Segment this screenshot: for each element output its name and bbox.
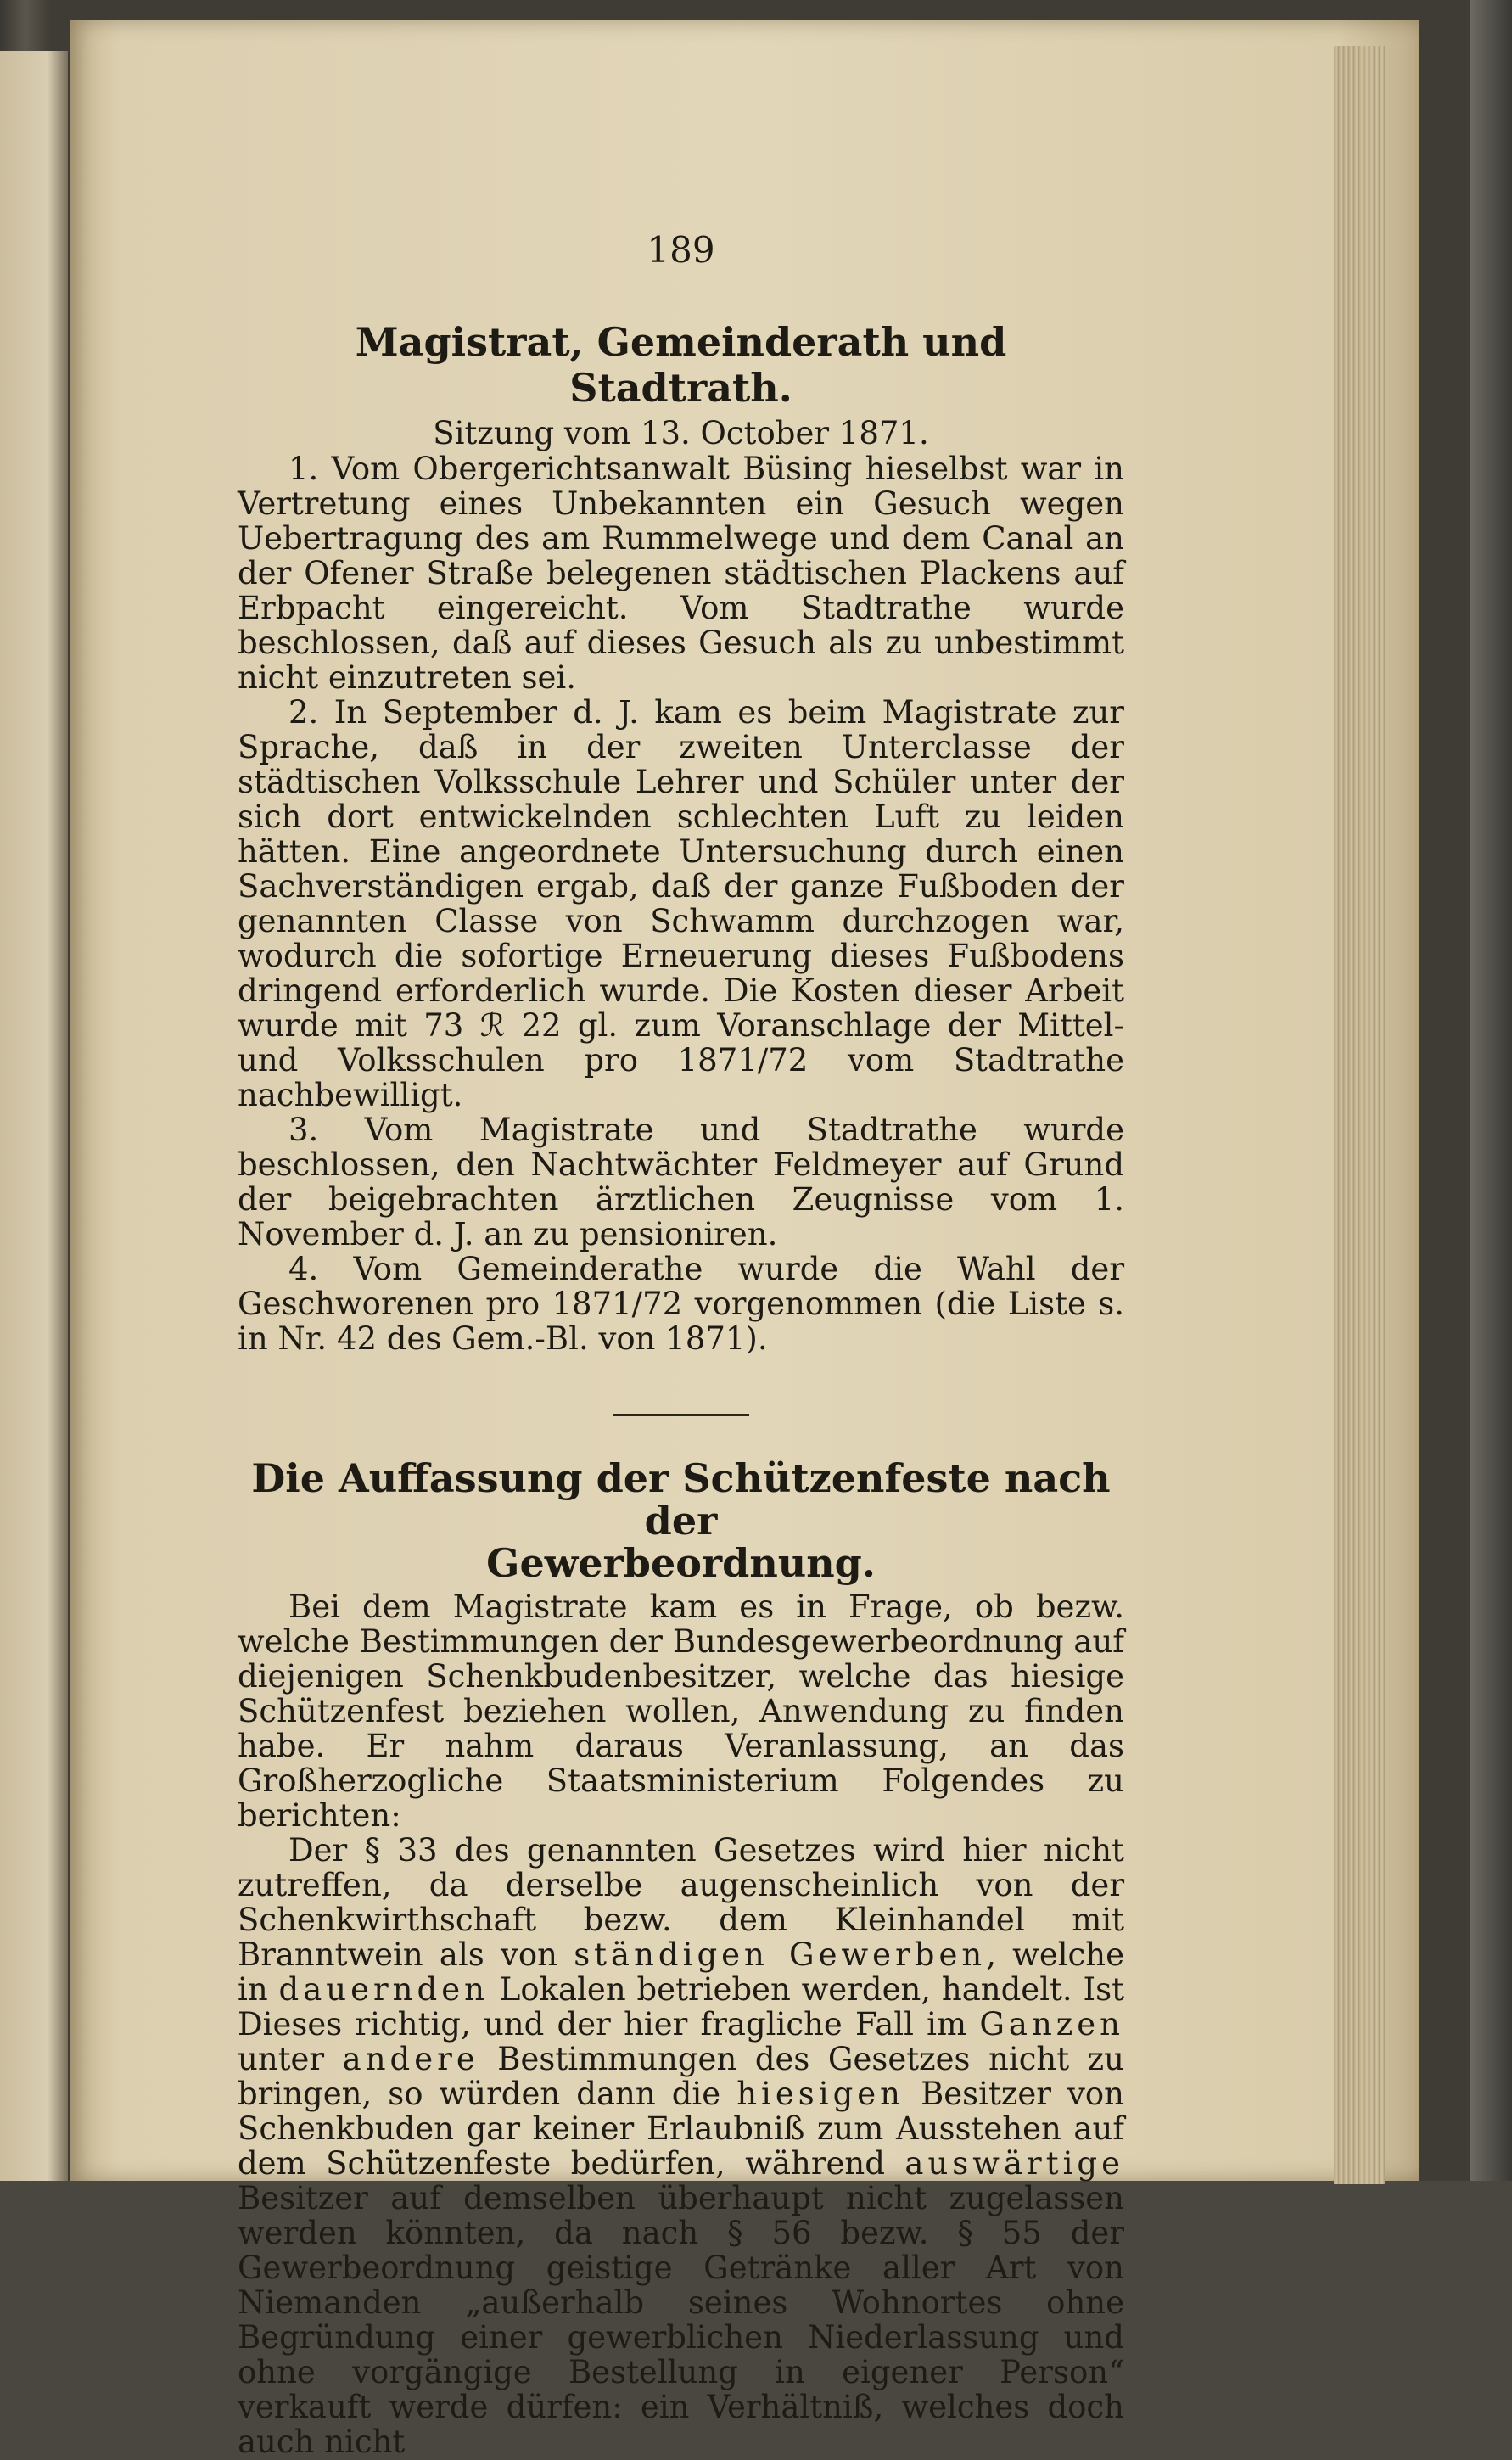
- emphasis-text: hiesigen: [736, 2076, 904, 2112]
- page-edge-stack: [1334, 46, 1385, 2184]
- report-text: Der § 33 des genannten Gesetzes wird hier nicht zutreffen, da derselbe augenscheinlich von der Schenkwirthschaft bezw. dem Kleinhandel mit Branntwein als von: [238, 1832, 1124, 1973]
- emphasis-text: dauernden: [278, 1971, 489, 2008]
- section-title-line-2: Gewerbeordnung.: [486, 1540, 876, 1586]
- report-text: Besitzer auf demselben überhaupt nicht zugelassen werden könnten, da nach § 56 bezw. § 55 der Gewerbeordnung geistige Getränke aller Art von Niemanden „außerhalb seines Wohnortes ohne Begründung einer gewerblichen Niederlassung und ohne vorgängige Bestellung in eigener Person“ verkauft werde dürfen: ein Verhältniß, welches doch auch nicht: [238, 2180, 1124, 2460]
- section-title-magistrat: Magistrat, Gemeinderath und Stadtrath.: [355, 319, 1007, 411]
- page-number: 189: [647, 229, 715, 271]
- section-title-line-1: Die Auffassung der Schützenfeste nach der: [251, 1455, 1111, 1544]
- emphasis-text: auswärtige: [904, 2145, 1124, 2182]
- report-text: Bestimmungen des Gesetzes nicht zu bringen, so würden dann die: [238, 2041, 1124, 2112]
- report-text: unter: [238, 2041, 343, 2077]
- report-text: Besitzer von Schenkbuden gar keiner Erlaubniß zum Ausstehen auf dem Schützenfeste bedürfen, während: [238, 2076, 1124, 2182]
- item-1-paragraph: 1. Vom Obergerichtsanwalt Büsing hieselbst war in Vertretung eines Unbekannten ein Gesuch wegen Uebertragung des am Rummelwege und dem Canal an der Ofener Straße belegenen städtischen Plackens auf Erbpacht eingereicht. Vom Stadtrathe wurde beschlossen, daß auf dieses Gesuch als zu unbestimmt nicht einzutreten sei.: [238, 451, 1124, 696]
- report-text: , welche in: [238, 1936, 1124, 2008]
- book-cover-edge: [1470, 0, 1512, 2181]
- section-title-schuetzenfeste: [238, 1457, 1124, 1584]
- emphasis-text: andere: [342, 2041, 479, 2077]
- item-3-paragraph: 3. Vom Magistrate und Stadtrathe wurde beschlossen, den Nachtwächter Feldmeyer auf Grund der beigebrachten ärztlichen Zeugnisse vom 1. November d. J. an zu pensioniren.: [238, 1112, 1124, 1252]
- item-4-paragraph: 4. Vom Gemeinderathe wurde die Wahl der Geschworenen pro 1871/72 vorgenommen (die Liste s. in Nr. 42 des Gem.-Bl. von 1871).: [238, 1251, 1124, 1357]
- emphasis-text: ständigen Gewerben: [574, 1936, 987, 1973]
- emphasis-text: Ganzen: [979, 2006, 1124, 2043]
- item-2-paragraph: 2. In September d. J. kam es beim Magistrate zur Sprache, daß in der zweiten Unterclasse der städtischen Volksschule Lehrer und Schüler unter der sich dort entwickelnden schlechten Luft zu leiden hätten. Eine angeordnete Untersuchung durch einen Sachverständigen ergab, daß der ganze Fußboden der genannten Classe von Schwamm durchzogen war, wodurch die sofortige Erneuerung dieses Fußbodens dringend erforderlich wurde. Die Kosten dieser Arbeit wurde mit 73 ℛ 22 gl. zum Voranschlage der Mittel- und Volksschulen pro 1871/72 vom Stadtrathe nachbewilligt.: [238, 694, 1124, 1113]
- intro-paragraph: Bei dem Magistrate kam es in Frage, ob bezw. welche Bestimmungen der Bundesgewerbeordnung auf diejenigen Schenkbudenbesitzer, welche das hiesige Schützenfest beziehen wollen, Anwendung zu finden habe. Er nahm daraus Veranlassung, an das Großherzogliche Staatsministerium Folgendes zu berichten:: [238, 1589, 1124, 1834]
- report-text: Lokalen betrieben werden, handelt. Ist Dieses richtig, und der hier fragliche Fall im: [238, 1971, 1124, 2043]
- facing-page-edge: [0, 51, 68, 2181]
- section-divider: [613, 1414, 749, 1416]
- page-text-block: [238, 229, 1124, 2459]
- report-paragraph: [238, 1833, 1124, 2459]
- session-date: Sitzung vom 13. October 1871.: [433, 415, 929, 451]
